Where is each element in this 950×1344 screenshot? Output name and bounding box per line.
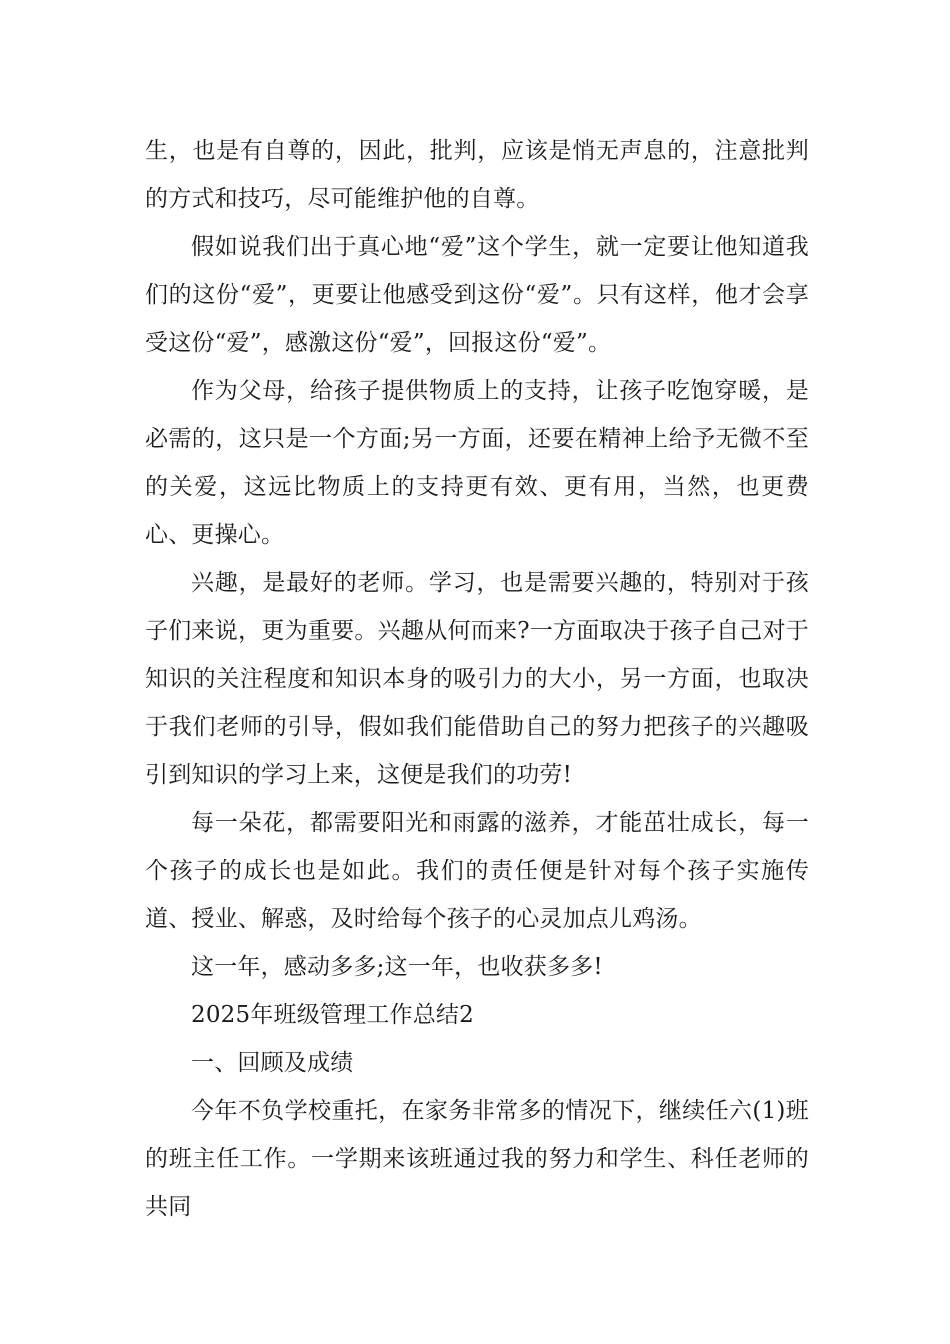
paragraph-7: 今年不负学校重托，在家务非常多的情况下，继续任六(1)班的班主任工作。一学期来该班通过我的努力和学生、科任老师的共同: [145, 1098, 809, 1220]
section-title: 2025年班级管理工作总结2: [191, 1002, 474, 1028]
paragraph-2: 假如说我们出于真心地“爱”这个学生，就一定要让他知道我们的这份“爱”，更要让他感受到这份“爱”。只有这样，他才会享受这份“爱”，感激这份“爱”，回报这份“爱”。: [145, 234, 809, 356]
subsection-heading: 一、回顾及成绩: [191, 1050, 354, 1076]
document-body: [145, 127, 809, 1231]
paragraph-6: 这一年，感动多多;这一年，也收获多多!: [191, 954, 603, 980]
paragraph-4: 兴趣，是最好的老师。学习，也是需要兴趣的，特别对于孩子们来说，更为重要。兴趣从何而来?一方面取决于孩子自己对于知识的关注程度和知识本身的吸引力的大小，另一方面，也取决于我们老师的引导，假如我们能借助自己的努力把孩子的兴趣吸引到知识的学习上来，这便是我们的功劳!: [145, 570, 809, 788]
paragraph-1: 生，也是有自尊的，因此，批判，应该是悄无声息的，注意批判的方式和技巧，尽可能维护他的自尊。: [145, 138, 809, 212]
paragraph-3: 作为父母，给孩子提供物质上的支持，让孩子吃饱穿暖，是必需的，这只是一个方面;另一方面，还要在精神上给予无微不至的关爱，这远比物质上的支持更有效、更有用，当然，也更费心、更操心。: [145, 378, 809, 548]
paragraph-5: 每一朵花，都需要阳光和雨露的滋养，才能茁壮成长，每一个孩子的成长也是如此。我们的责任便是针对每个孩子实施传道、授业、解惑，及时给每个孩子的心灵加点儿鸡汤。: [145, 810, 809, 932]
